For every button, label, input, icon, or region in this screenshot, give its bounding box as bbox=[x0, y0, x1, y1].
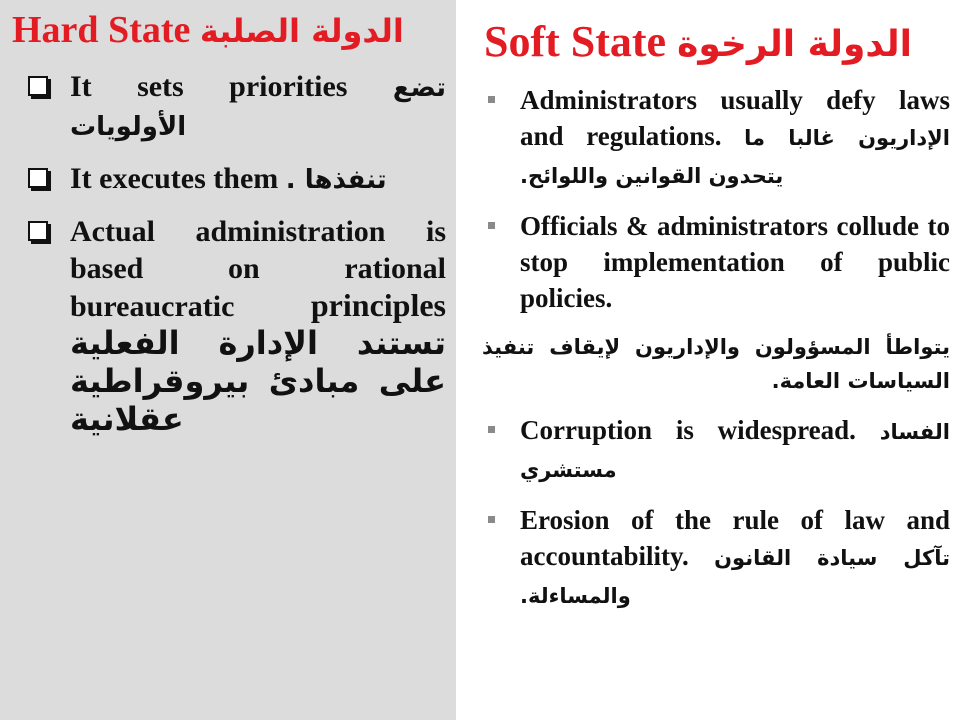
square-bullet-icon bbox=[488, 426, 495, 433]
hard-state-title-en: Hard State bbox=[12, 9, 191, 51]
list-item bbox=[24, 160, 446, 199]
item-text-en: It sets priorities bbox=[70, 70, 348, 103]
item-text-en-emphasis: principles bbox=[310, 287, 446, 323]
list-item bbox=[482, 412, 950, 488]
soft-state-title bbox=[484, 16, 912, 67]
list-item bbox=[24, 213, 446, 439]
square-bullet-icon bbox=[488, 516, 495, 523]
item-text-ar: تستند الإدارة الفعلية على مبادئ بيروقراطية عقلانية bbox=[70, 324, 446, 438]
item-text-ar: الإداريون غالبا ما يتحدون القوانين واللوائح. bbox=[520, 126, 950, 188]
square-bullet-icon bbox=[28, 76, 48, 96]
item-text-en: Administrators usually defy laws and regulations. bbox=[520, 85, 950, 151]
item-text-en: Officials & administrators collude to stop implementation of public policies. bbox=[520, 211, 950, 313]
list-item bbox=[24, 68, 446, 146]
hard-state-list bbox=[24, 68, 446, 453]
soft-state-title-ar: الدولة الرخوة bbox=[677, 24, 913, 65]
square-bullet-icon bbox=[488, 96, 495, 103]
soft-state-title-en: Soft State bbox=[484, 17, 667, 66]
list-item bbox=[482, 208, 950, 316]
square-bullet-icon bbox=[28, 168, 48, 188]
hard-state-title-ar: الدولة الصلبة bbox=[199, 12, 404, 50]
panel-divider bbox=[456, 0, 468, 720]
item-text-en: Actual administration is based on rational bureaucratic bbox=[70, 215, 446, 323]
list-item bbox=[482, 82, 950, 194]
item-text-ar: الفساد مستشري bbox=[520, 420, 950, 482]
hard-state-title bbox=[12, 8, 404, 52]
arabic-paragraph: يتواطأ المسؤولون والإداريون لإيقاف تنفيذ السياسات العامة. bbox=[482, 335, 950, 393]
item-text-en: Corruption is widespread. bbox=[520, 415, 856, 445]
square-bullet-icon bbox=[28, 221, 48, 241]
item-text-en: Erosion of the rule of law and accountability. bbox=[520, 505, 950, 571]
square-bullet-icon bbox=[488, 222, 495, 229]
soft-state-list bbox=[482, 82, 950, 628]
item-text-ar: تنفذها . bbox=[285, 165, 387, 195]
item-text-ar: تآكل سيادة القانون والمساءلة. bbox=[520, 546, 950, 608]
item-text-en: It executes them bbox=[70, 162, 279, 195]
list-item bbox=[482, 502, 950, 614]
item-text-ar: تضع الأولويات bbox=[70, 73, 446, 142]
